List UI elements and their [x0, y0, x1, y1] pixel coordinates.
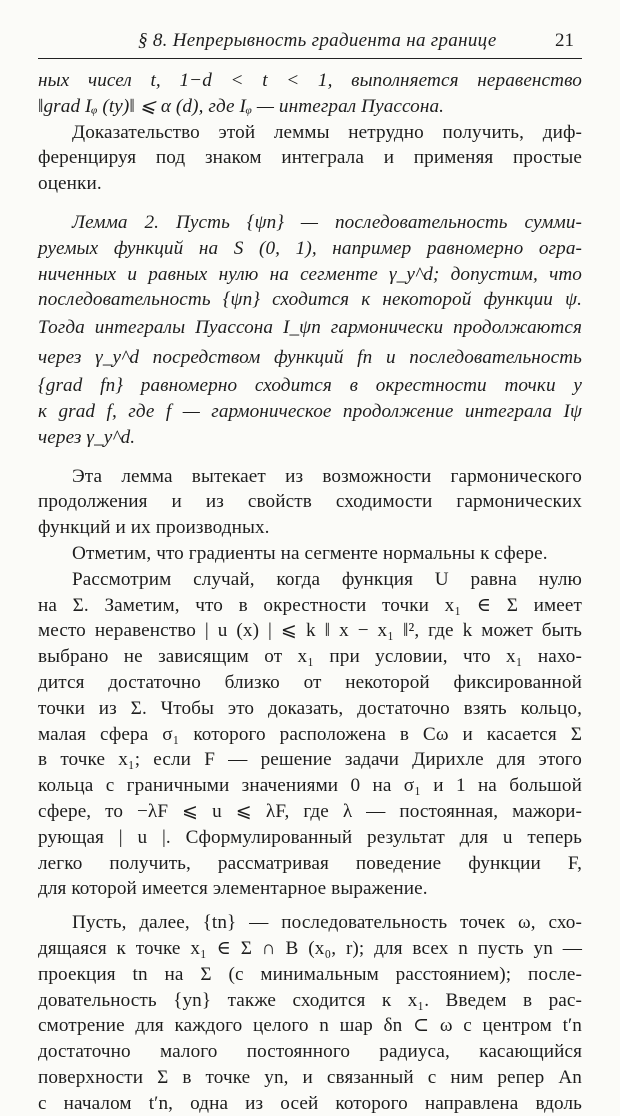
header-rule: [38, 58, 582, 59]
text-line: оценки.: [38, 173, 102, 195]
text-line: довательность {yn} также сходится к x₁. Введем в рас-: [38, 989, 582, 1011]
section-title: § 8. Непрерывность градиента на границе: [138, 30, 497, 51]
text-line: легко получить, рассматривая поведение функции F,: [38, 852, 582, 874]
text-line: Отметим, что градиенты на сегменте нормальны к сфере.: [72, 542, 548, 564]
text-line: ференцируя под знаком интеграла и применяя простые: [38, 147, 582, 169]
text-line: для которой имеется элементарное выражение.: [38, 878, 428, 900]
text-line: Доказательство этой леммы нетрудно получить, диф-: [72, 121, 582, 143]
text-line: Эта лемма вытекает из возможности гармонического: [72, 465, 582, 487]
text-line: Лемма 2. Пусть {ψn} — последовательность сумми-: [72, 211, 582, 233]
text-line: ниченных и равных нулю на сегменте γ_y^d; допустим, что: [38, 263, 582, 285]
text-line: Рассмотрим случай, когда функция U равна нулю: [72, 568, 582, 590]
text-line: ных чисел t, 1−d < t < 1, выполняется неравенство: [38, 70, 582, 91]
paragraph-p-lemma1-tail: [38, 68, 582, 120]
text-line: выбрано не зависящим от x₁ при условии, что x₁ нахо-: [38, 646, 582, 668]
paragraph-p-normal: [38, 541, 582, 567]
text-line: поверхности Σ в точке yn, и связанный с ним репер An: [38, 1066, 582, 1088]
text-line: продолжения и из свойств сходимости гармонических: [38, 491, 582, 513]
text-line: {grad fn} равномерно сходится в окрестности точки y: [38, 375, 582, 397]
text-line: малая сфера σ₁ которого расположена в Cω и касается Σ: [38, 723, 582, 745]
page-number: 21: [555, 30, 574, 51]
paragraph-p-proof1: [38, 120, 582, 197]
text-line: точки из Σ. Чтобы это доказать, достаточно взять кольцо,: [38, 697, 582, 719]
paragraph-p-case-u-zero: [38, 567, 582, 902]
paragraph-p-lemma2-proof: [38, 464, 582, 541]
running-header: [38, 30, 582, 58]
text-line: функций и их производных.: [38, 517, 270, 539]
text-line: руемых функций на S (0, 1), например равномерно огра-: [38, 237, 582, 259]
text-line: место неравенство | u (x) | ⩽ k ‖ x − x₁ ‖², где k может быть: [38, 620, 582, 642]
paragraph-p-lemma2: [38, 210, 582, 451]
text-line: дящаяся к точке x₁ ∈ Σ ∩ B (x₀, r); для всех n пусть yn —: [38, 937, 582, 959]
paragraph-gap: [38, 197, 582, 210]
text-line: Тогда интегралы Пуассона I_ψn гармонически продолжаются: [38, 317, 582, 339]
text-line: через γ_y^d.: [38, 426, 136, 448]
paragraph-gap: [38, 902, 582, 910]
text-line: на Σ. Заметим, что в окрестности точки x₁ ∈ Σ имеет: [38, 594, 582, 616]
text-line: проекция tn на Σ (с минимальным расстоянием); после-: [38, 963, 582, 985]
text-line: к grad f, где f — гармоническое продолжение интеграла Iψ: [38, 400, 582, 422]
text-line: последовательность {ψn} сходится к некоторой функции ψ.: [38, 289, 582, 311]
text-line: через γ_y^d посредством функций fn и последовательность: [38, 347, 582, 369]
page-body: [38, 68, 582, 1116]
text-line: кольца с граничными значениями 0 на σ₁ и 1 на большой: [38, 775, 582, 797]
text-line: достаточно малого постоянного радиуса, касающийся: [38, 1041, 582, 1063]
text-line: с началом t′n, одна из осей которого направлена вдоль: [38, 1092, 582, 1114]
text-line: в точке x₁; если F — решение задачи Дирихле для этого: [38, 749, 582, 771]
text-line: дится достаточно близко от некоторой фиксированной: [38, 671, 582, 693]
text-line: рующая | u |. Сформулированный результат для u теперь: [38, 826, 582, 848]
text-line: ‖grad Iᵩ (ty)‖ ⩽ α (d), где Iᵩ — интеграл Пуассона.: [38, 95, 445, 117]
text-line: Пусть, далее, {tn} — последовательность точек ω, схо-: [72, 912, 582, 934]
text-line: смотрение для каждого целого n шар δn ⊂ ω с центром t′n: [38, 1015, 582, 1037]
paragraph-gap: [38, 451, 582, 464]
text-line: сфере, то −λF ⩽ u ⩽ λF, где λ — постоянная, мажори-: [38, 800, 582, 822]
paragraph-p-sequence: [38, 910, 582, 1116]
